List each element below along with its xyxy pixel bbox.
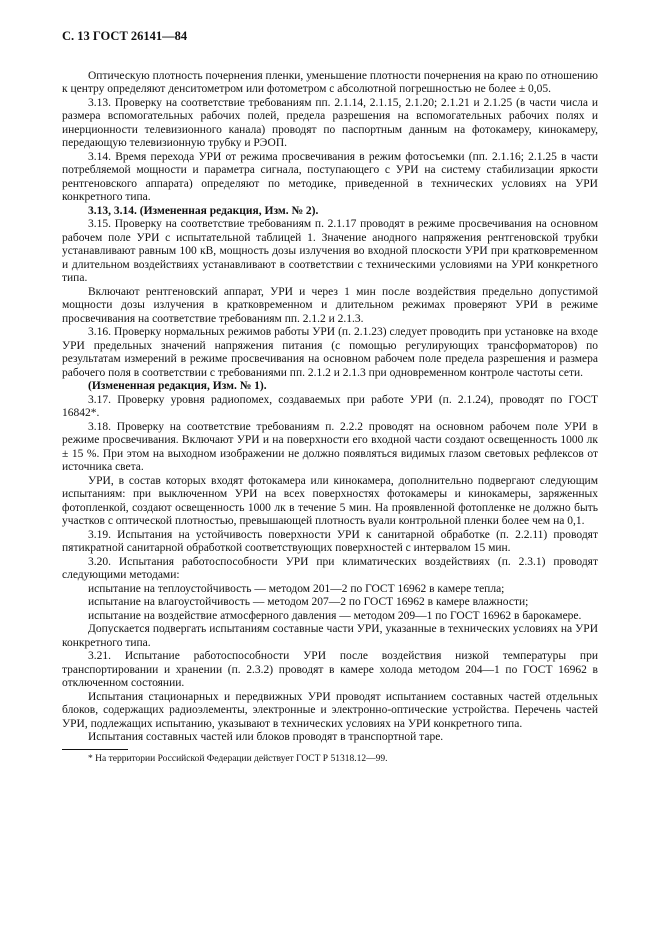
- list-item-pressure: испытание на воздействие атмосферного давления — методом 209—1 по ГОСТ 16962 в барокамере.: [88, 609, 582, 622]
- paragraph-3-17: 3.17. Проверку уровня радиопомех, создаваемых при работе УРИ (п. 2.1.24), проводят по ГОСТ 16842*.: [62, 393, 598, 419]
- paragraph-3-16: 3.16. Проверку нормальных режимов работы УРИ (п. 2.1.23) следует проводить при установке на входе УРИ предельных значений напряжения питания (с помощью регулирующих трансформаторов) по результатам измерений в режиме просвечивания на основном рабочем поле предела разрешения и размера рабочего поля в соответствии с требованиями пп. 2.1.2 и 2.1.3 при одновременном контроле частоты сети.: [62, 326, 598, 379]
- list-item-humidity: испытание на влагоустойчивость — методом 207—2 по ГОСТ 16962 в камере влажности;: [88, 596, 529, 608]
- paragraph-3-20: 3.20. Испытания работоспособности УРИ при климатических воздействиях (п. 2.3.1) проводят следующими методами:: [62, 555, 598, 581]
- paragraph-3-20-cont: Допускается подвергать испытаниям составные части УРИ, указанные в технических условиях на УРИ конкретного типа.: [62, 623, 598, 649]
- list-item-heat: испытание на теплоустойчивость — методом 201—2 по ГОСТ 16962 в камере тепла;: [88, 582, 505, 595]
- paragraph-density: Оптическую плотность почернения пленки, уменьшение плотности почернения на краю по отношению к центру определяют денситометром или фотометром с абсолютной погрешностью не более ± 0,05.: [62, 69, 598, 95]
- footnote-divider: [62, 749, 128, 750]
- footnote: * На территории Российской Федерации действует ГОСТ Р 51318.12—99.: [88, 753, 388, 764]
- paragraph-3-15-cont: Включают рентгеновский аппарат, УРИ и через 1 мин после воздействия предельно допустимой мощности дозы излучения в кратковременном и длительном режимах проверяют УРИ в режиме просвечивания на соответствие требованиям пп. 2.1.2 и 2.1.3.: [62, 285, 598, 325]
- document-page: [62, 30, 598, 765]
- paragraph-3-19: 3.19. Испытания на устойчивость поверхности УРИ к санитарной обработке (п. 2.2.11) проводят пятикратной санитарной обработкой соответствующих поверхностей с интервалом 15 мин.: [62, 528, 598, 554]
- paragraph-3-14: 3.14. Время перехода УРИ от режима просвечивания в режим фотосъемки (пп. 2.1.16; 2.1.25 в части потребляемой мощности и параметра сигнала, поступающего с УРИ на систему стабилизации яркости рентгеновского аппарата) определяют по методике, приведенной в технических условиях на УРИ конкретного типа.: [62, 150, 598, 203]
- paragraph-3-18-cont: УРИ, в состав которых входят фотокамера или кинокамера, дополнительно подвергают следующим испытаниям: при выключенном УРИ на всех поверхностях фотокамеры и кинокамеры, заряженных фотопленкой, создают освещенность 1000 лк в течение 5 мин. На проявленной фотопленке не должно быть участков с оптической плотностью, превышающей плотность вуали контрольной пленки более чем на 0,1.: [62, 474, 598, 527]
- paragraph-3-13: 3.13. Проверку на соответствие требованиям пп. 2.1.14, 2.1.15, 2.1.20; 2.1.21 и 2.1.25 (в части числа и размера вспомогательных рабочих полей, предела разрешения на вспомогательных рабочих полях и инерционности телевизионного канала) проводят по паспортным данным на фотокамеру, кинокамеру, передающую телевизионную трубку и РЭОП.: [62, 96, 598, 149]
- paragraph-3-18: 3.18. Проверку на соответствие требованиям п. 2.2.2 проводят на основном рабочем поле УРИ в режиме просвечивания. Включают УРИ и на поверхности его входной части создают освещенность 1000 лк ± 15 %. При этом на выходном изображении не должно появляться видимых глазом световых рефлексов от источника света.: [62, 420, 598, 473]
- page-header: С. 13 ГОСТ 26141—84: [62, 29, 188, 43]
- paragraph-3-21: 3.21. Испытание работоспособности УРИ после воздействия низкой температуры при транспортировании и хранении (п. 2.3.2) проводят в камере холода методом 204—1 по ГОСТ 16962 в отключенном состоянии.: [62, 650, 598, 689]
- revision-note-3-16: (Измененная редакция, Изм. № 1).: [88, 380, 267, 392]
- paragraph-3-15: 3.15. Проверку на соответствие требованиям п. 2.1.17 проводят в режиме просвечивания на основном рабочем поле УРИ с испытательной таблицей 1. Значение анодного напряжения рентгеновской трубки устанавливают равным 100 кВ, мощность дозы излучения во входной плоскости УРИ при кратковременном и длительном воздействиях устанавливают в соответствии с техническими условиями на УРИ конкретного типа.: [62, 218, 598, 284]
- revision-note-3-13-3-14: 3.13, 3.14. (Измененная редакция, Изм. № 2).: [88, 204, 319, 217]
- paragraph-3-21-cont: Испытания стационарных и передвижных УРИ проводят испытанием составных частей отдельных блоков, содержащих радиоэлементы, электронные и электронно-оптические устройства. Перечень частей УРИ, подлежащих испытанию, указывают в технических условиях на УРИ конкретного типа.: [62, 690, 598, 730]
- paragraph-3-21-tare: Испытания составных частей или блоков проводят в транспортной таре.: [88, 731, 444, 743]
